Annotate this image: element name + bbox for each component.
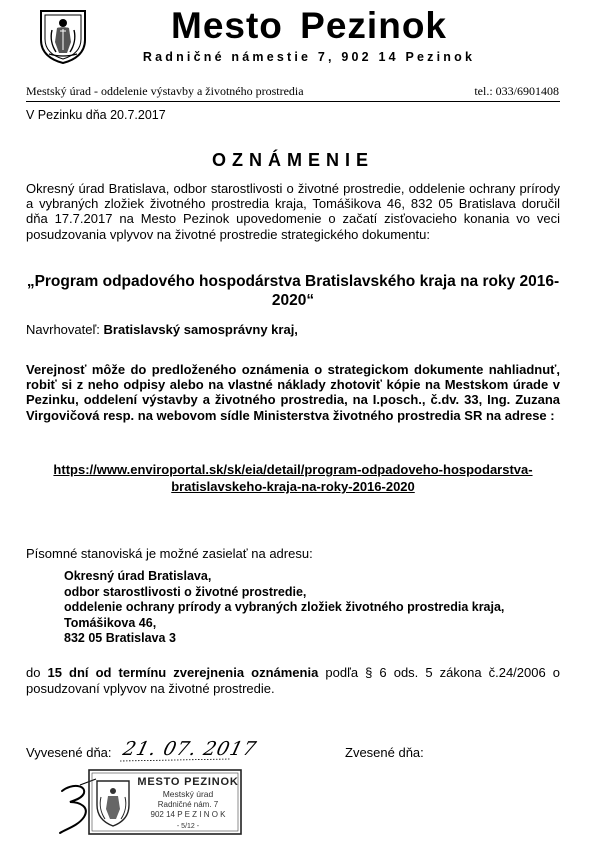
posted-label: Vyvesené dňa: xyxy=(26,745,112,760)
town-title: Mesto Pezinok xyxy=(171,5,447,46)
strategic-document-title: „Program odpadového hospodárstva Bratislavského kraja na roky 2016-2020“ xyxy=(26,273,560,309)
statements-label: Písomné stanoviská je možné zasielať na adresu: xyxy=(26,546,313,561)
recipient-line: Tomášikova 46, xyxy=(64,615,157,630)
intro-paragraph: Okresný úrad Bratislava, odbor starostlivosti o životné prostredie, oddelenie ochrany prírody a vybraných zložiek životného prostredia kraja, Tomášikova 46, 832 05 Bratislava doručil dňa 17.7.2017 na Mesto Pezinok upovedomenie o začatí zisťovacieho konania vo veci posudzovania vplyvov na životné prostredie strategického dokumentu: xyxy=(26,181,560,242)
official-stamp xyxy=(88,769,242,835)
town-address: Radničné námestie 7, 902 14 Pezinok xyxy=(142,50,476,64)
deadline-suffix: podľa § 6 ods. 5 zákona č.24/2006 o posudzovaní vplyvov na životné prostredie. xyxy=(26,665,561,696)
stamp-line-3: 902 14 P E Z I N O K xyxy=(150,810,226,819)
deadline-prefix: do xyxy=(26,665,48,680)
deadline-paragraph xyxy=(26,665,560,697)
deadline-bold: 15 dní od termínu zverejnenia oznámenia xyxy=(47,665,319,680)
recipient-line: odbor starostlivosti o životné prostredie, xyxy=(64,584,307,599)
link-line-2[interactable]: bratislavskeho-kraja-na-roky-2016-2020 xyxy=(171,479,415,494)
notice-heading: OZNÁMENIE xyxy=(212,150,374,170)
recipient-line: Okresný úrad Bratislava, xyxy=(64,569,212,583)
recipient-line: oddelenie ochrany prírody a vybraných zložiek životného prostredia kraja, xyxy=(64,600,505,615)
proposer-value: Bratislavský samosprávny kraj, xyxy=(103,322,298,337)
document-date: V Pezinku dňa 20.7.2017 xyxy=(26,108,166,122)
stamp-line-2: Radničné nám. 7 xyxy=(157,800,219,809)
enviroportal-link[interactable] xyxy=(26,461,560,495)
handwritten-date-text: 21. 07. 2017 xyxy=(120,737,260,760)
office-department: Mestský úrad - oddelenie výstavby a životného prostredia xyxy=(26,84,304,98)
proposer-label: Navrhovateľ: xyxy=(26,322,100,337)
stamp-number: - 5/12 - xyxy=(176,823,200,830)
proposer-line xyxy=(26,322,298,337)
stamp-line-1: Mestský úrad xyxy=(162,789,214,799)
recipient-address xyxy=(64,569,504,647)
recipient-line: 832 05 Bratislava 3 xyxy=(64,631,176,646)
link-line-1[interactable]: https://www.enviroportal.sk/sk/eia/detail/program-odpadoveho-hospodarstva- xyxy=(53,462,533,477)
office-phone: tel.: 033/6901408 xyxy=(474,84,559,98)
handwritten-posted-date xyxy=(118,735,260,763)
stamp-title: MESTO PEZINOK xyxy=(137,776,239,788)
header-divider xyxy=(26,101,560,102)
town-crest-icon xyxy=(38,8,88,64)
public-access-paragraph: Verejnosť môže do predloženého oznámenia o strategickom dokumente nahliadnuť, robiť si z neho odpisy alebo na vlastné náklady zhotoviť kópie na Mestskom úrade v Pezinku, oddelení výstavby a životného prostredia, na I.posch., č.dv. 33, Ing. Zuzana Virgovičová resp. na webovom sídle Ministerstva životného prostredia SR na adrese : xyxy=(26,362,560,423)
stamp-crest-icon xyxy=(97,781,129,826)
removed-label: Zvesené dňa: xyxy=(345,745,424,760)
